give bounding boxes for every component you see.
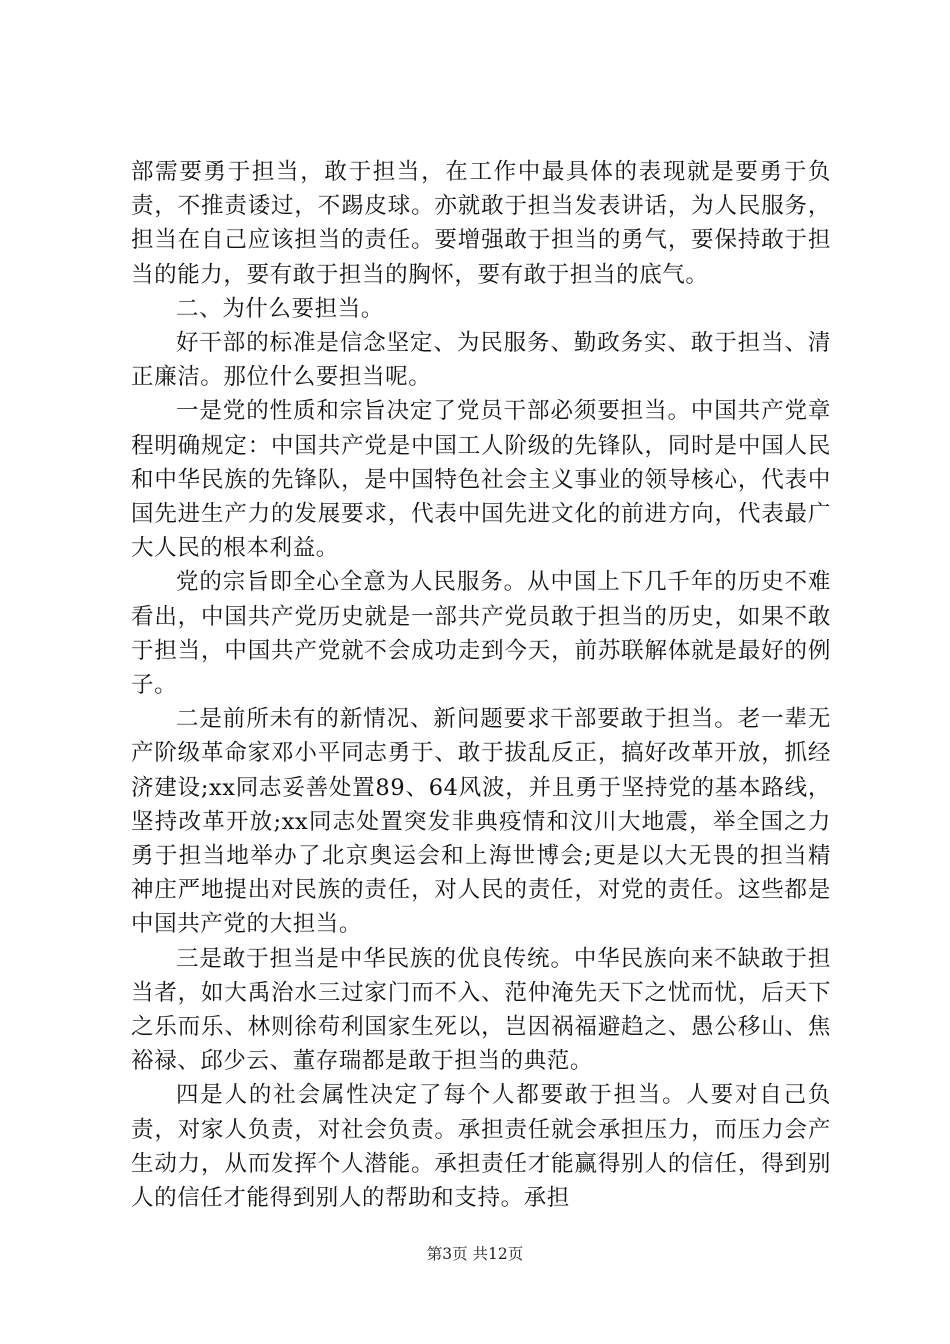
section-heading: 二、为什么要担当。 (176, 295, 384, 322)
paragraph: 三是敢于担当是中华民族的优良传统。中华民族向来不缺敢于担当者，如大禹治水三过家门而不入、范仲淹先天下之忧而忧，后天下之乐而乐、林则徐苟利国家生死以，岂因祸福避趋之、愚公移山、焦裕禄、邱少云、董存瑞都是敢于担当的典范。 (131, 945, 831, 1075)
paragraph-continuation: 部需要勇于担当，敢于担当，在工作中最具体的表现就是要勇于负责，不推责诿过，不踢皮球。亦就敢于担当发表讲话，为人民服务，担当在自己应该担当的责任。要增强敢于担当的勇气，要保持敢于担当的能力，要有敢于担当的胸怀，要有敢于担当的底气。 (131, 159, 831, 288)
paragraph: 党的宗旨即全心全意为人民服务。从中国上下几千年的历史不难看出，中国共产党历史就是一部共产党员敢于担当的历史，如果不敢于担当，中国共产党就不会成功走到今天，前苏联解体就是最好的例子。 (131, 569, 831, 699)
paragraph: 一是党的性质和宗旨决定了党员干部必须要担当。中国共产党章程明确规定：中国共产党是中国工人阶级的先锋队，同时是中国人民和中华民族的先锋队，是中国特色社会主义事业的领导核心，代表中国先进生产力的发展要求，代表中国先进文化的前进方向，代表最广大人民的根本利益。 (131, 398, 831, 562)
paragraph: 四是人的社会属性决定了每个人都要敢于担当。人要对自己负责，对家人负责，对社会负责。承担责任就会承担压力，而压力会产生动力，从而发挥个人潜能。承担责任才能赢得别人的信任，得到别人的信任才能得到别人的帮助和支持。承担 (131, 1082, 831, 1212)
page-number-footer: 第3页 共12页 (426, 1245, 524, 1263)
paragraph: 好干部的标准是信念坚定、为民服务、勤政务实、敢于担当、清正廉洁。那位什么要担当呢。 (131, 330, 831, 391)
document-body (131, 155, 831, 1215)
paragraph: 二是前所未有的新情况、新问题要求干部要敢于担当。老一辈无产阶级革命家邓小平同志勇于、敢于拔乱反正，搞好改革开放，抓经济建设;xx同志妥善处置89、64风波，并且勇于坚持党的基本路线，坚持改革开放;xx同志处置突发非典疫情和汶川大地震，举全国之力勇于担当地举办了北京奥运会和上海世博会;更是以大无畏的担当精神庄严地提出对民族的责任，对人民的责任，对党的责任。这些都是中国共产党的大担当。 (131, 706, 831, 938)
